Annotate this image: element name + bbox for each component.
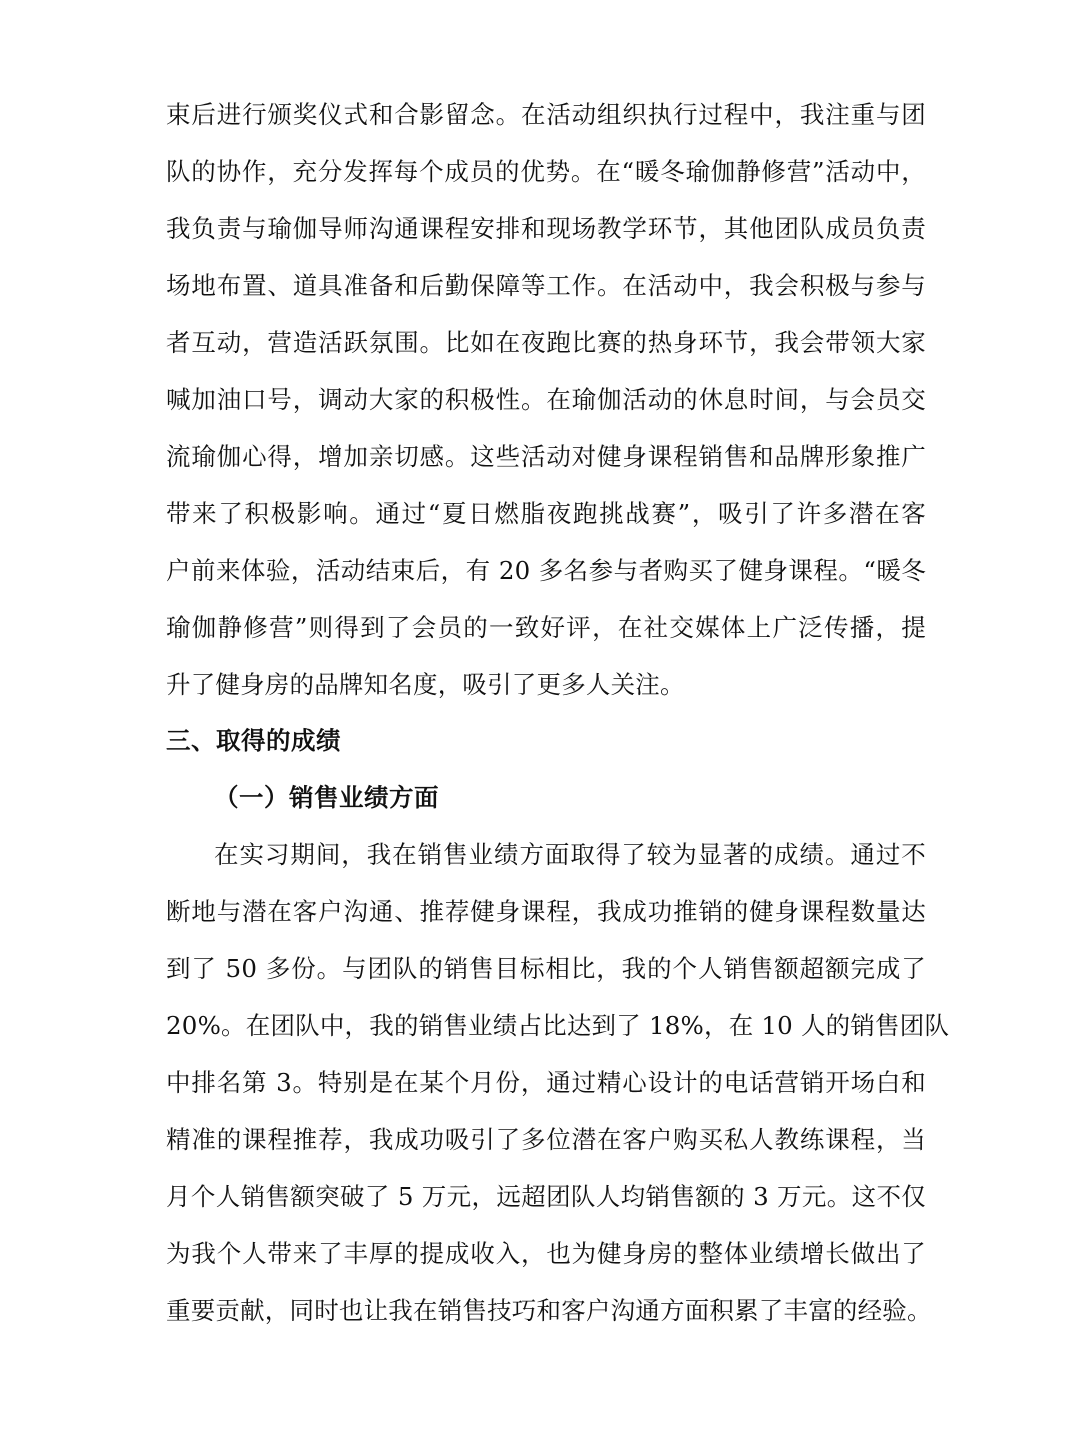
subsection-heading: （一）销售业绩方面 bbox=[214, 783, 439, 812]
paragraph-1-line-5: 者互动，营造活跃氛围。比如在夜跑比赛的热身环节，我会带领大家 bbox=[166, 328, 926, 357]
paragraph-1-line-3: 我负责与瑜伽导师沟通课程安排和现场教学环节，其他团队成员负责 bbox=[166, 214, 926, 243]
paragraph-2-line-2: 断地与潜在客户沟通、推荐健身课程，我成功推销的健身课程数量达 bbox=[166, 897, 926, 926]
paragraph-2-line-1: 在实习期间，我在销售业绩方面取得了较为显著的成绩。通过不 bbox=[214, 840, 926, 869]
paragraph-1-line-10: 瑜伽静修营”则得到了会员的一致好评，在社交媒体上广泛传播，提 bbox=[166, 613, 926, 642]
paragraph-1-line-1: 束后进行颁奖仪式和合影留念。在活动组织执行过程中，我注重与团 bbox=[166, 100, 926, 129]
paragraph-2-line-7: 月个人销售额突破了 5 万元，远超团队人均销售额的 3 万元。这不仅 bbox=[166, 1182, 926, 1211]
paragraph-1-line-2: 队的协作，充分发挥每个成员的优势。在“暖冬瑜伽静修营”活动中， bbox=[166, 157, 926, 186]
paragraph-1-line-7: 流瑜伽心得，增加亲切感。这些活动对健身课程销售和品牌形象推广 bbox=[166, 442, 926, 471]
paragraph-2-line-4: 20%。在团队中，我的销售业绩占比达到了 18%，在 10 人的销售团队 bbox=[166, 1011, 950, 1040]
section-heading: 三、取得的成绩 bbox=[166, 726, 341, 755]
paragraph-2-line-8: 为我个人带来了丰厚的提成收入，也为健身房的整体业绩增长做出了 bbox=[166, 1239, 926, 1268]
paragraph-2-line-9: 重要贡献，同时也让我在销售技巧和客户沟通方面积累了丰富的经验。 bbox=[166, 1296, 932, 1325]
paragraph-2-line-6: 精准的课程推荐，我成功吸引了多位潜在客户购买私人教练课程，当 bbox=[166, 1125, 926, 1154]
paragraph-2-line-5: 中排名第 3。特别是在某个月份，通过精心设计的电话营销开场白和 bbox=[166, 1068, 926, 1097]
paragraph-1-line-4: 场地布置、道具准备和后勤保障等工作。在活动中，我会积极与参与 bbox=[166, 271, 926, 300]
paragraph-1-line-8: 带来了积极影响。通过“夏日燃脂夜跑挑战赛”，吸引了许多潜在客 bbox=[166, 499, 926, 528]
paragraph-1-line-6: 喊加油口号，调动大家的积极性。在瑜伽活动的休息时间，与会员交 bbox=[166, 385, 926, 414]
paragraph-1-line-9: 户前来体验，活动结束后，有 20 多名参与者购买了健身课程。“暖冬 bbox=[166, 556, 926, 585]
paragraph-2-line-3: 到了 50 多份。与团队的销售目标相比，我的个人销售额超额完成了 bbox=[166, 954, 926, 983]
paragraph-1-line-11: 升了健身房的品牌知名度，吸引了更多人关注。 bbox=[166, 670, 685, 699]
